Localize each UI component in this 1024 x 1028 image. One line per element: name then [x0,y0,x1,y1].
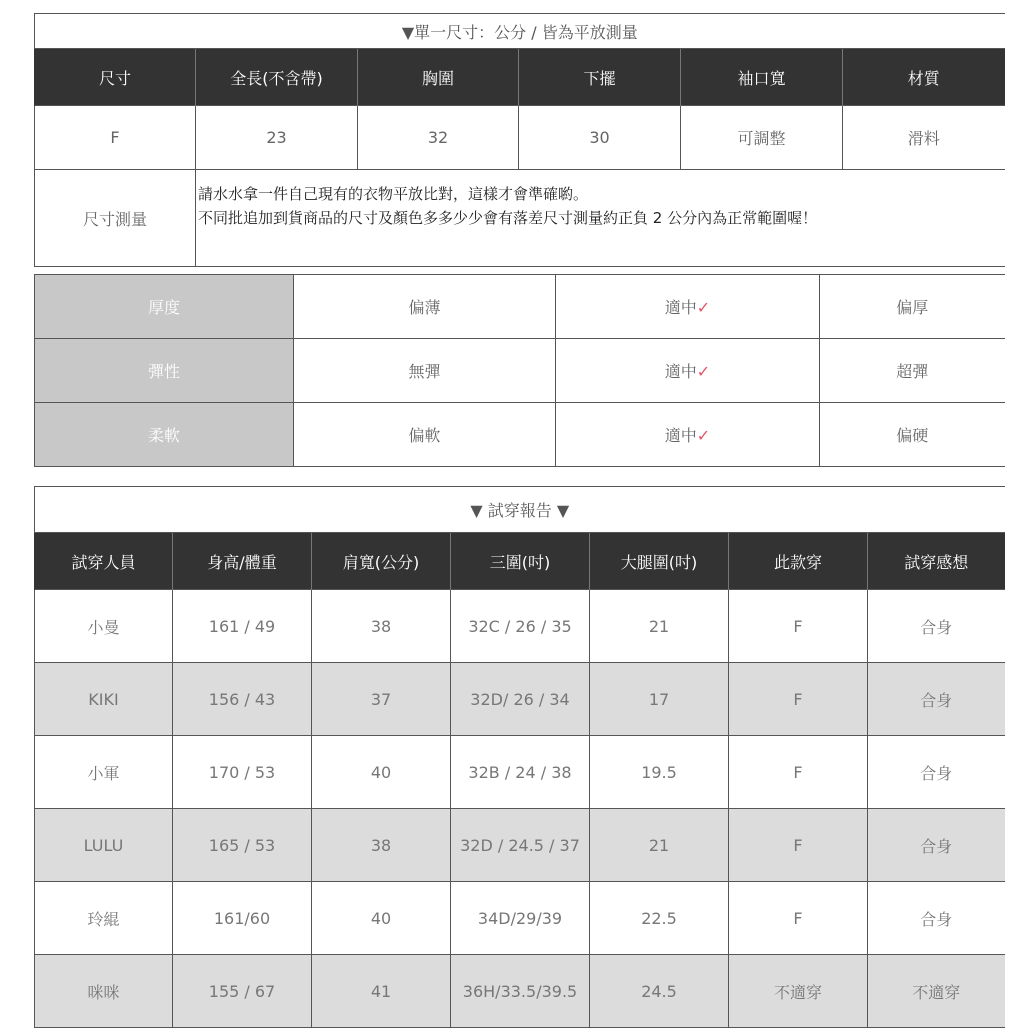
thickness-medium-label: 適中 [664,298,697,317]
thigh: 17 [590,663,729,736]
softness-hard: 偏硬 [820,403,1005,467]
fit-comment: 合身 [868,663,1005,736]
table-row [35,809,1005,882]
cuff-width-value: 可調整 [681,106,843,170]
height-weight: 161 / 49 [173,590,312,663]
tester-name: 咪咪 [35,955,173,1028]
material-value: 滑料 [843,106,1005,170]
tester-name: LULU [35,809,173,882]
texture-table [34,274,1005,467]
cuff-width-header: 袖口寬 [681,49,843,106]
softness-medium-label: 適中 [664,426,697,445]
table-row [35,882,1005,955]
fit-comment: 不適穿 [868,955,1005,1028]
elasticity-medium [556,339,820,403]
fit-comment: 合身 [868,882,1005,955]
check-icon: ✓ [696,426,711,445]
height-weight: 170 / 53 [173,736,312,809]
bust-header: 胸圍 [358,49,519,106]
thickness-medium [556,275,820,339]
size-value: F [35,106,196,170]
shoulder-width: 38 [312,809,451,882]
size-table [34,13,1005,267]
texture-row-elasticity [35,339,1005,403]
fit-comment: 合身 [868,809,1005,882]
thigh: 22.5 [590,882,729,955]
softness-label: 柔軟 [35,403,294,467]
length-value: 23 [196,106,358,170]
thigh: 21 [590,590,729,663]
softness-soft: 偏軟 [294,403,556,467]
table-row [35,736,1005,809]
measurements-header: 三圍(吋) [451,533,590,590]
shoulder-width: 38 [312,590,451,663]
thigh: 21 [590,809,729,882]
size-worn: F [729,736,868,809]
elasticity-super: 超彈 [820,339,1005,403]
size-worn: 不適穿 [729,955,868,1028]
material-header: 材質 [843,49,1005,106]
measurement-note [196,170,1005,267]
elasticity-medium-label: 適中 [664,362,697,381]
report-caption: ▼ 試穿報告 ▼ [35,487,1005,533]
shoulder-width: 40 [312,736,451,809]
height-weight: 156 / 43 [173,663,312,736]
check-icon: ✓ [696,298,711,317]
thigh: 24.5 [590,955,729,1028]
shoulder-header: 肩寬(公分) [312,533,451,590]
fit-comment: 合身 [868,736,1005,809]
softness-medium [556,403,820,467]
thickness-thin: 偏薄 [294,275,556,339]
texture-row-thickness [35,275,1005,339]
elasticity-none: 無彈 [294,339,556,403]
height-weight: 155 / 67 [173,955,312,1028]
size-header: 尺寸 [35,49,196,106]
hem-header: 下擺 [519,49,681,106]
report-body [35,590,1005,1028]
size-worn-header: 此款穿 [729,533,868,590]
shoulder-width: 41 [312,955,451,1028]
texture-row-softness [35,403,1005,467]
measurement-note-label: 尺寸測量 [35,170,196,267]
table-row [35,955,1005,1028]
measurements: 32C / 26 / 35 [451,590,590,663]
shoulder-width: 40 [312,882,451,955]
hem-value: 30 [519,106,681,170]
tester-name: 小軍 [35,736,173,809]
shoulder-width: 37 [312,663,451,736]
try-on-report-table [34,486,1005,1028]
height-weight-header: 身高/體重 [173,533,312,590]
bust-value: 32 [358,106,519,170]
fit-comment-header: 試穿感想 [868,533,1005,590]
size-worn: F [729,882,868,955]
size-worn: F [729,809,868,882]
size-worn: F [729,590,868,663]
fit-comment: 合身 [868,590,1005,663]
height-weight: 165 / 53 [173,809,312,882]
thickness-label: 厚度 [35,275,294,339]
tester-name: 小曼 [35,590,173,663]
thigh: 19.5 [590,736,729,809]
tester-header: 試穿人員 [35,533,173,590]
tester-name: KIKI [35,663,173,736]
table-row [35,663,1005,736]
elasticity-label: 彈性 [35,339,294,403]
measurements: 36H/33.5/39.5 [451,955,590,1028]
size-worn: F [729,663,868,736]
measurements: 34D/29/39 [451,882,590,955]
measurements: 32B / 24 / 38 [451,736,590,809]
thigh-header: 大腿圍(吋) [590,533,729,590]
measurements: 32D/ 26 / 34 [451,663,590,736]
height-weight: 161/60 [173,882,312,955]
measurement-note-line: 不同批追加到貨商品的尺寸及顏色多多少少會有落差尺寸測量約正負 2 公分內為正常範圍喔！ [198,209,818,227]
thickness-thick: 偏厚 [820,275,1005,339]
measurements: 32D / 24.5 / 37 [451,809,590,882]
check-icon: ✓ [696,362,711,381]
measurement-note-line: 請水水拿一件自己現有的衣物平放比對，這樣才會準確喲。 [198,185,589,203]
tester-name: 玲緄 [35,882,173,955]
length-header: 全長(不含帶) [196,49,358,106]
table-row [35,590,1005,663]
size-table-caption: ▼單一尺寸：公分 / 皆為平放測量 [35,14,1005,49]
